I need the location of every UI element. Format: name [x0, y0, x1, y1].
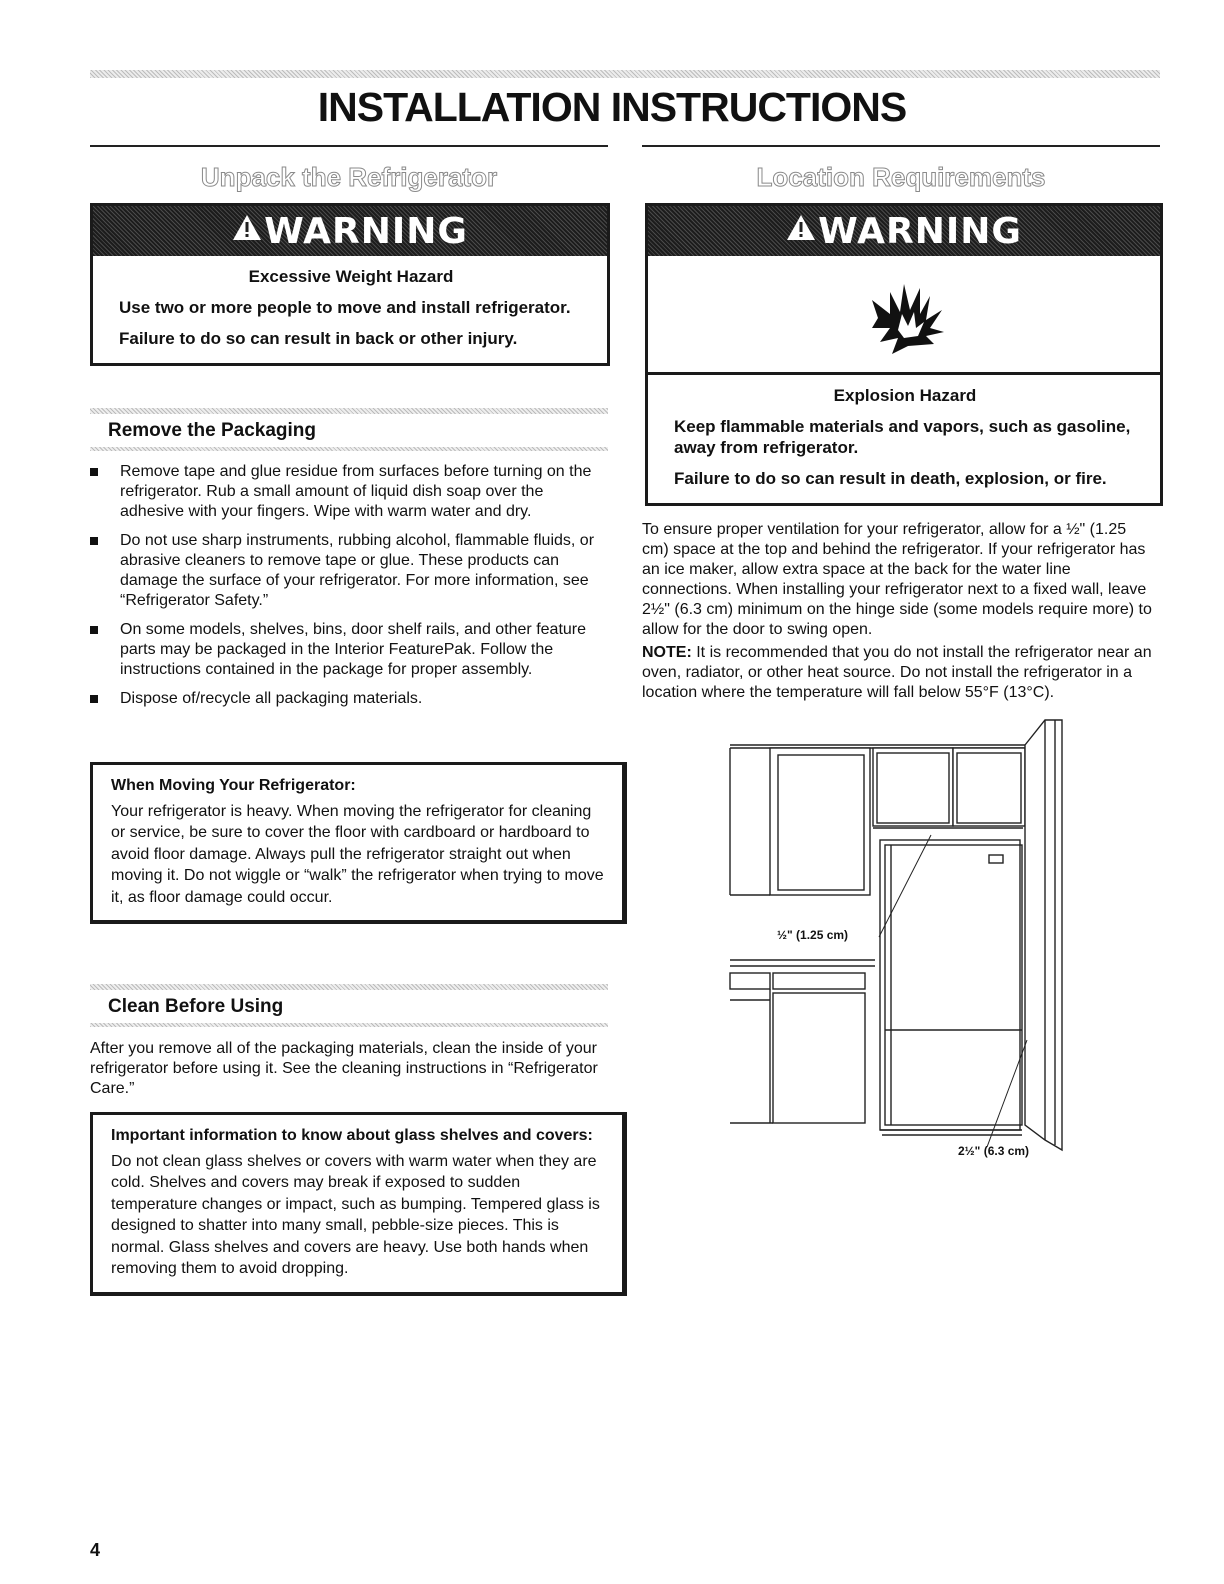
warning-triangle-icon — [232, 204, 262, 256]
warning-line: Failure to do so can result in back or other injury. — [119, 329, 518, 348]
note-label: NOTE: — [642, 644, 692, 661]
list-item: On some models, shelves, bins, door shelf rails, and other feature parts may be packaged in the Interior FeaturePak. Follow the instructions contained in the package for proper assembly. — [90, 620, 600, 680]
warning-line: Keep flammable materials and vapors, such as gasoline, away from refrigerator. — [674, 417, 1131, 457]
warning-line: Failure to do so can result in death, explosion, or fire. — [674, 469, 1107, 488]
subsection-rule — [90, 1023, 608, 1027]
page-number: 4 — [90, 1540, 101, 1560]
moving-box-title: When Moving Your Refrigerator: — [111, 777, 356, 794]
page-title: INSTALLATION INSTRUCTIONS — [317, 84, 907, 130]
left-heading-rule — [90, 145, 608, 147]
packaging-list — [90, 462, 600, 718]
location-heading: Location Requirements — [756, 162, 1046, 192]
warning-triangle-icon — [786, 204, 816, 256]
weight-warning-box — [90, 203, 610, 366]
explosion-icon — [868, 270, 948, 356]
side-clearance-label: 2½" (6.3 cm) — [958, 1144, 1030, 1158]
warning-banner — [93, 206, 607, 256]
warning-label: WARNING — [818, 211, 1022, 252]
hazard-title: Explosion Hazard — [833, 386, 977, 405]
top-clearance-label: ½" (1.25 cm) — [777, 928, 849, 942]
subsection-rule — [90, 984, 608, 990]
moving-box-text: Your refrigerator is heavy. When moving the refrigerator for cleaning or service, be sure to cover the floor with cardboard or hardboard to avoid floor damage. Always pull the refrigerator straight out when moving it. Do not wiggle or “walk” the refrigerator when trying to move it, as floor damage could occur. — [111, 802, 604, 906]
right-heading-rule — [642, 145, 1160, 147]
glass-box-text: Do not clean glass shelves or covers with warm water when they are cold. Shelves and covers may break if exposed to sudden temperature changes or impact, such as bumping. Tempered glass is designed to shatter into many small, pebble-size pieces. This is normal. Glass shelves and covers are heavy. Use both hands when removing them to avoid dropping. — [111, 1152, 600, 1277]
subsection-rule — [90, 408, 608, 414]
ventilation-text: To ensure proper ventilation for your refrigerator, allow for a ½" (1.25 cm) space at the top and behind the refrigerator. If your refrigerator has an ice maker, allow extra space at the back for the water line connections. When installing your refrigerator next to a fixed wall, leave 2½" (6.3 cm) minimum on the hinge side (some models require more) to allow for the door to swing open. — [642, 521, 1152, 638]
list-item: Remove tape and glue residue from surfaces before turning on the refrigerator. Rub a small amount of liquid dish soap over the adhesive with your fingers. Wipe with warm water and dry. — [90, 462, 600, 522]
remove-packaging-heading: Remove the Packaging — [108, 420, 317, 441]
clearance-diagram — [725, 715, 1075, 1170]
unpack-heading: Unpack the Refrigerator — [200, 162, 498, 192]
subsection-rule — [90, 447, 608, 451]
top-decorative-bar — [90, 70, 1160, 78]
moving-info-box — [90, 762, 627, 924]
explosion-warning-box — [645, 203, 1163, 506]
glass-info-box — [90, 1112, 627, 1296]
list-item: Dispose of/recycle all packaging materials. — [90, 689, 600, 709]
note-text: It is recommended that you do not install the refrigerator near an oven, radiator, or other heat source. Do not install the refrigerator in a location where the temperature will fall below 55°F (13°C). — [642, 644, 1152, 701]
warning-label: WARNING — [264, 211, 468, 252]
note-paragraph — [642, 643, 1157, 703]
explosion-icon-panel — [648, 256, 1160, 375]
hazard-title: Excessive Weight Hazard — [248, 267, 454, 286]
warning-banner — [648, 206, 1160, 256]
warning-line: Use two or more people to move and install refrigerator. — [119, 298, 571, 317]
glass-box-title: Important information to know about glass shelves and covers: — [111, 1127, 593, 1144]
clean-text: After you remove all of the packaging materials, clean the inside of your refrigerator before using it. See the cleaning instructions in “Refrigerator Care.” — [90, 1040, 598, 1097]
clean-before-using-heading: Clean Before Using — [108, 996, 284, 1017]
list-item: Do not use sharp instruments, rubbing alcohol, flammable fluids, or abrasive cleaners to remove tape or glue. These products can damage the surface of your refrigerator. For more information, see “Refrigerator Safety.” — [90, 531, 600, 611]
